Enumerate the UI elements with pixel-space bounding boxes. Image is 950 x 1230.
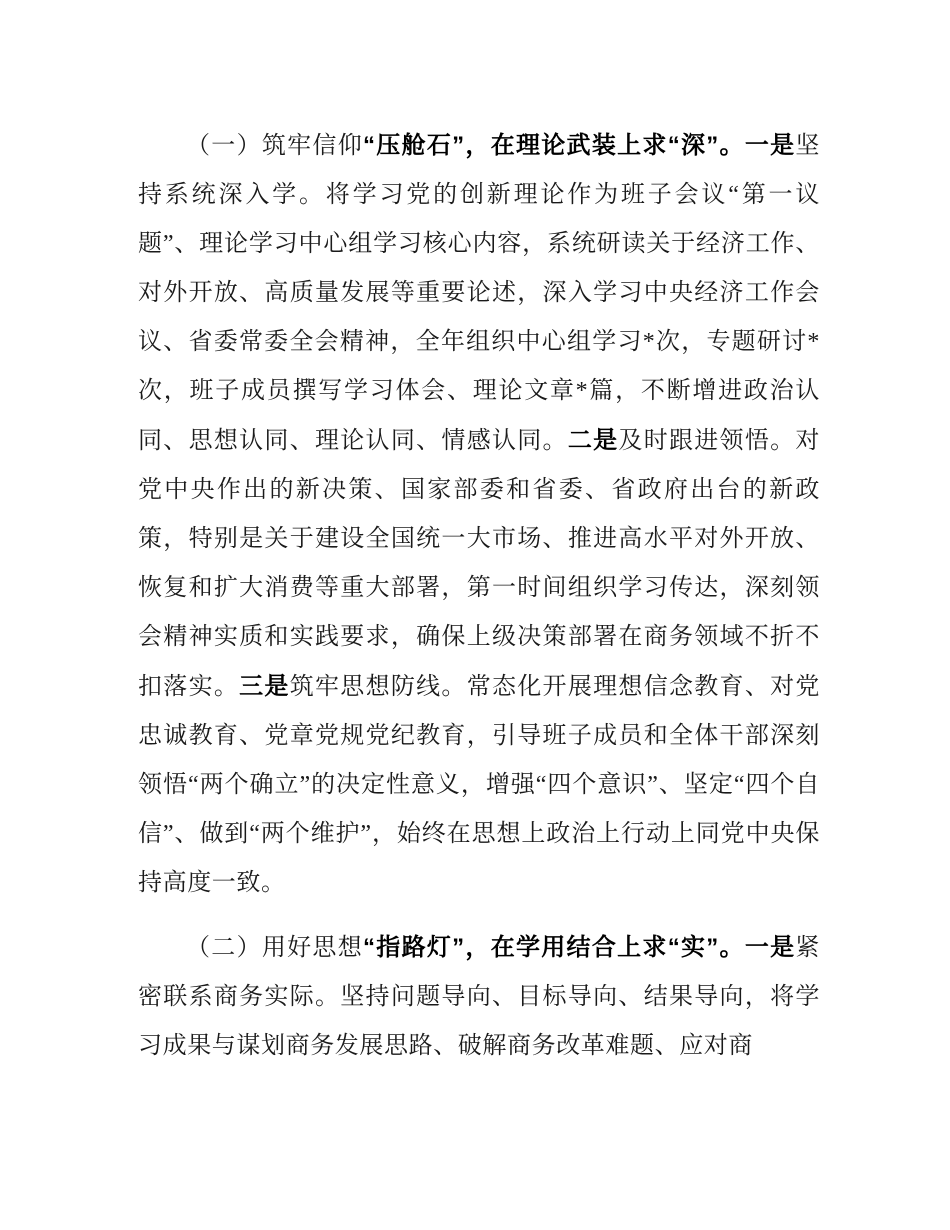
paragraph-section-2 — [138, 923, 820, 1071]
section-1-intro-text: （一）筑牢信仰 — [186, 133, 363, 159]
section-2-heading-emphasis: “指路灯”，在学用结合上求“实”。一是 — [363, 934, 796, 961]
section-1-point-3-label: 三是 — [239, 673, 290, 700]
section-2-intro-text: （二）用好思想 — [186, 935, 363, 961]
section-1-heading-emphasis: “压舱石”，在理论武装上求“深”。一是 — [363, 132, 796, 159]
section-2-point-1-body: 紧密联系商务实际。坚持问题导向、目标导向、结果导向，将学习成果与谋划商务发展思路、破解商务改革难题、应对商 — [138, 935, 821, 1059]
paragraph-section-1 — [138, 121, 820, 908]
section-1-point-2-label: 二是 — [567, 427, 619, 454]
section-1-point-1-body: 坚持系统深入学。将学习党的创新理论作为班子会议“第一议题”、理论学习中心组学习核心内容，系统研读关于经济工作、对外开放、高质量发展等重要论述，深入学习中央经济工作会议、省委常委全会精神，全年组织中心组学习*次，专题研讨*次，班子成员撰写学习体会、理论文章*篇，不断增进政治认同、思想认同、理论认同、情感认同。 — [138, 133, 821, 454]
section-1-point-2-body: 及时跟进领悟。对党中央作出的新决策、国家部委和省委、省政府出台的新政策，特别是关于建设全国统一大市场、推进高水平对外开放、恢复和扩大消费等重大部署，第一时间组织学习传达，深刻领会精神实质和实践要求，确保上级决策部署在商务领域不折不扣落实。 — [138, 428, 820, 700]
section-1-point-3-body: 筑牢思想防线。常态化开展理想信念教育、对党忠诚教育、党章党规党纪教育，引导班子成员和全体干部深刻领悟“两个确立”的决定性意义，增强“四个意识”、坚定“四个自信”、做到“两个维护”，始终在思想上政治上行动上同党中央保持高度一致。 — [138, 674, 820, 896]
